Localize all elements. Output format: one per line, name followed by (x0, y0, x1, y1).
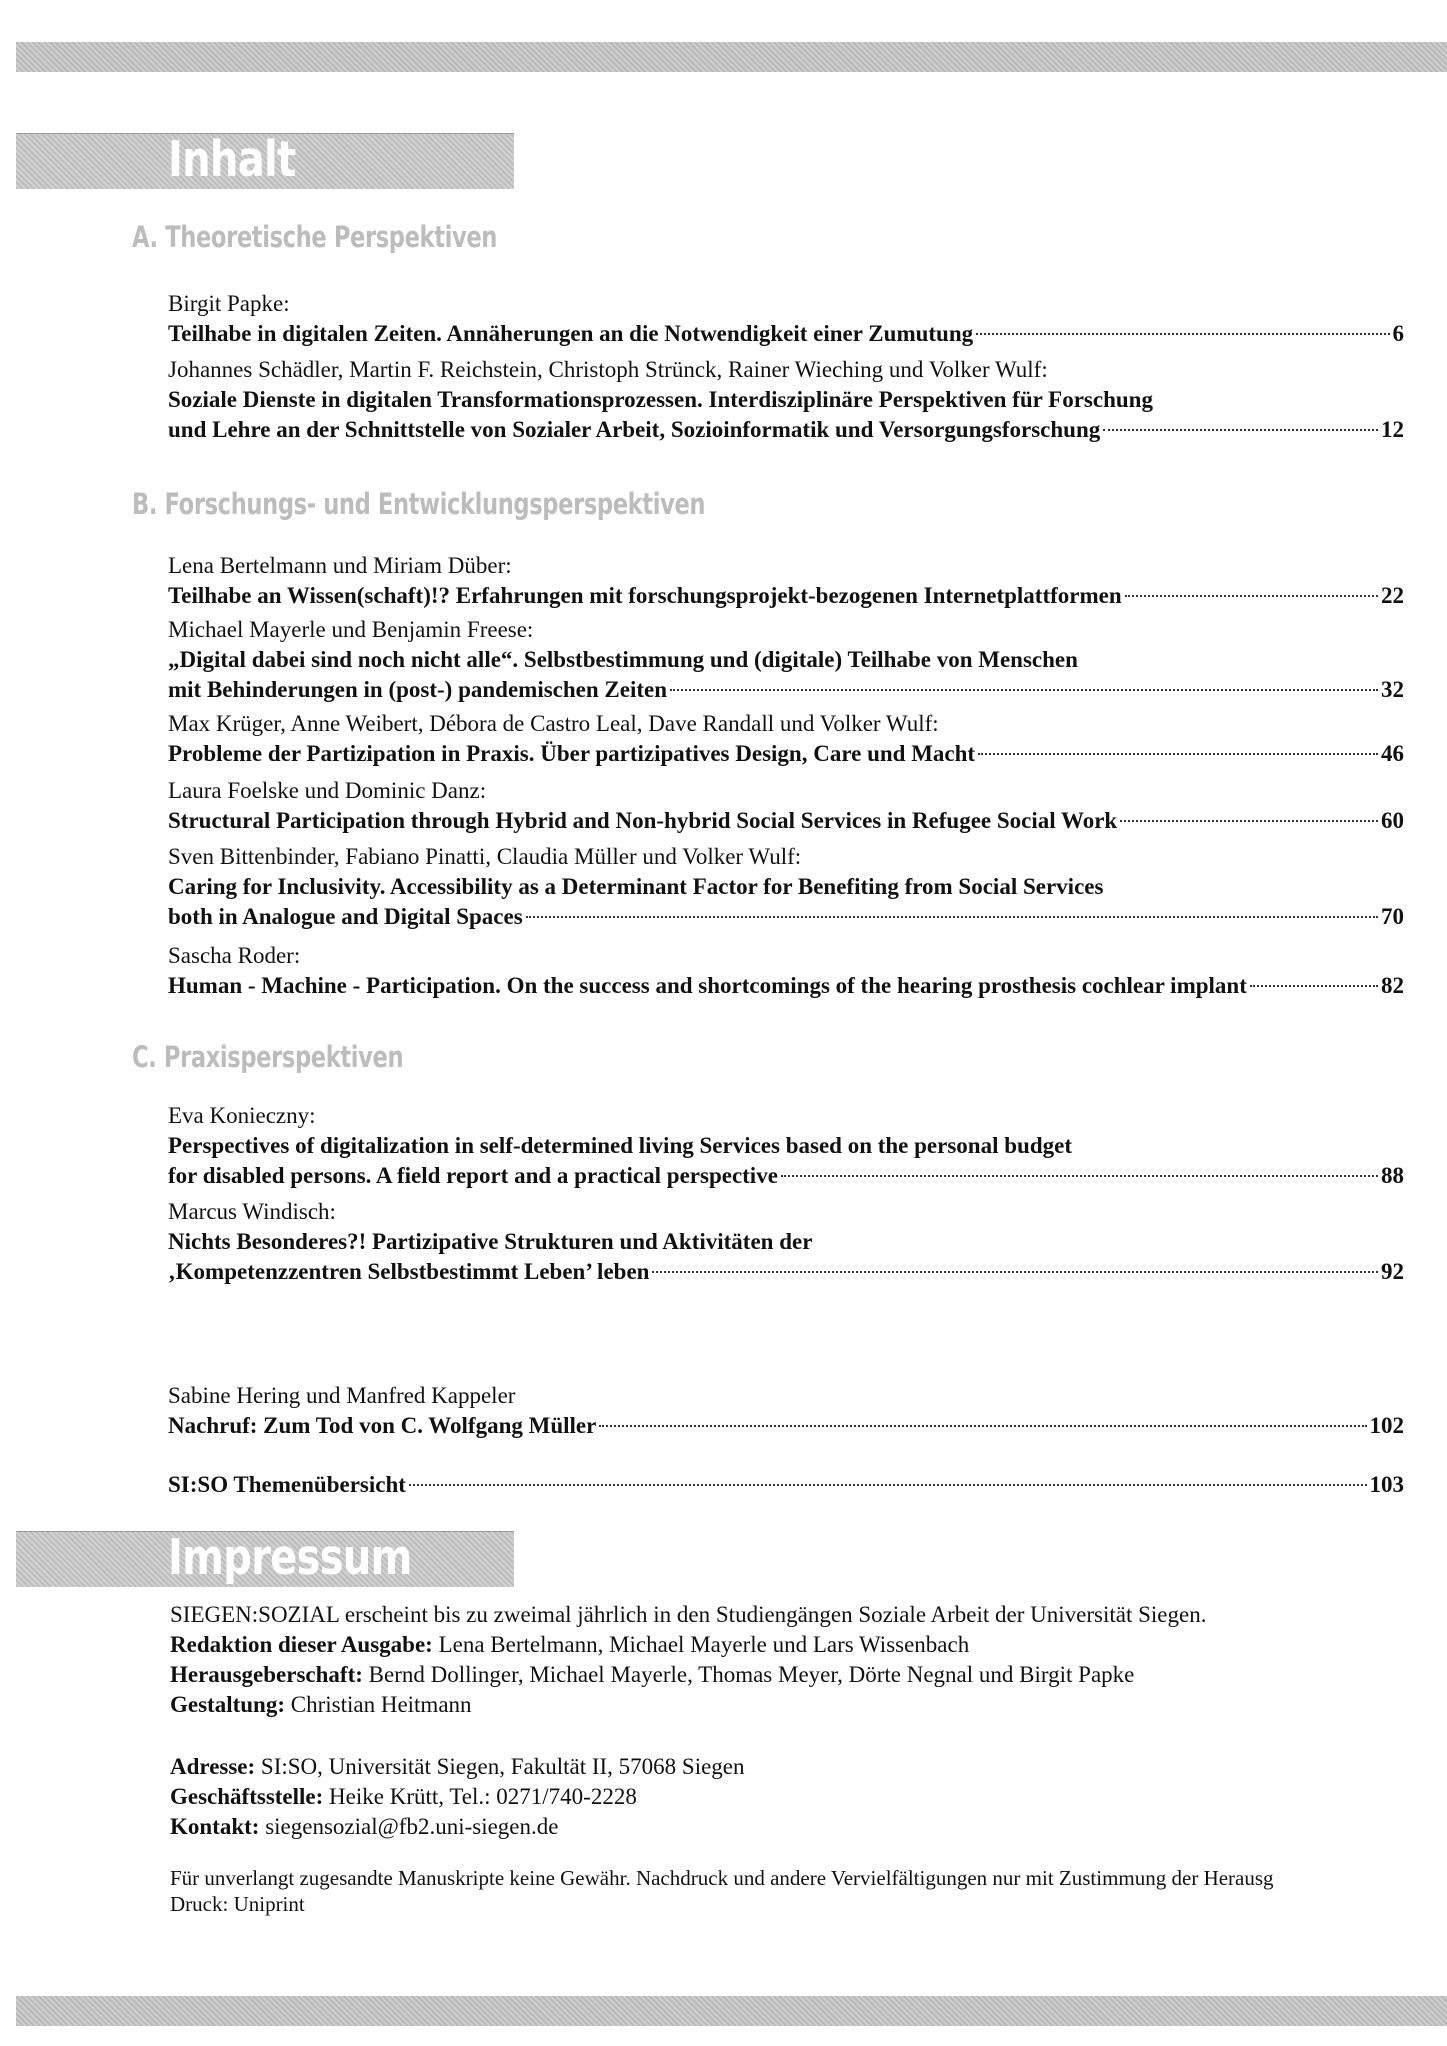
entry-title: und Lehre an der Schnittstelle von Sozialer Arbeit, Sozioinformatik und Versorgungsforschung (168, 417, 1101, 442)
entry-title-line[interactable] (168, 319, 1404, 349)
entry-page: 102 (1369, 1413, 1404, 1438)
entry-title-line[interactable] (168, 971, 1404, 1001)
entry-title-line[interactable] (168, 675, 1404, 705)
entry-page: 92 (1381, 1259, 1404, 1284)
impressum-kontakt (170, 1812, 558, 1842)
section-heading-b: B. Forschungs- und Entwicklungsperspektiven (132, 487, 706, 521)
impressum-gestaltung (170, 1690, 472, 1720)
leader-dots (1250, 985, 1378, 987)
entry-title-line[interactable] (168, 902, 1404, 932)
herausgeber-label: Herausgeberschaft: (170, 1662, 363, 1687)
leader-dots (978, 753, 1378, 755)
entry-title-line[interactable] (168, 415, 1404, 445)
entry-title: SI:SO Themenübersicht (168, 1472, 406, 1497)
entry-title[interactable]: Caring for Inclusivity. Accessibility as a Determinant Factor for Benefiting from Social Services (168, 874, 1104, 899)
entry-authors: Max Krüger, Anne Weibert, Débora de Castro Leal, Dave Randall und Volker Wulf: (168, 711, 939, 736)
impressum-heading-box (16, 1531, 514, 1587)
entry-page: 32 (1381, 677, 1404, 702)
entry-title-line[interactable] (168, 1161, 1404, 1191)
entry-authors: Michael Mayerle und Benjamin Freese: (168, 617, 534, 642)
entry-authors: Sascha Roder: (168, 943, 301, 968)
leader-dots (1125, 595, 1378, 597)
kontakt-label: Kontakt: (170, 1814, 260, 1839)
impressum-disclaimer: Für unverlangt zugesandte Manuskripte keine Gewähr. Nachdruck und andere Vervielfältigungen nur mit Zustimmung der Herausg (170, 1866, 1274, 1890)
entry-title-line[interactable] (168, 581, 1404, 611)
geschaeft-value: Heike Krütt, Tel.: 0271/740-2228 (329, 1784, 637, 1809)
redaktion-label: Redaktion dieser Ausgabe: (170, 1632, 433, 1657)
entry-title[interactable]: Soziale Dienste in digitalen Transformationsprozessen. Interdisziplinäre Perspektiven für Forschung (168, 387, 1153, 412)
impressum-intro: SIEGEN:SOZIAL erscheint bis zu zweimal jährlich in den Studiengängen Soziale Arbeit der Universität Siegen. (170, 1602, 1207, 1627)
entry-title: for disabled persons. A field report and a practical perspective (168, 1163, 778, 1188)
entry-authors: Sven Bittenbinder, Fabiano Pinatti, Claudia Müller und Volker Wulf: (168, 844, 802, 869)
impressum-herausgeber (170, 1660, 1134, 1690)
entry-title-line[interactable] (168, 1257, 1404, 1287)
entry-title: mit Behinderungen in (post-) pandemischen Zeiten (168, 677, 668, 702)
entry-page: 82 (1381, 973, 1404, 998)
entry-authors: Birgit Papke: (168, 291, 290, 316)
entry-page: 46 (1381, 741, 1404, 766)
entry-title: Human - Machine - Participation. On the success and shortcomings of the hearing prosthesis cochlear implant (168, 973, 1247, 998)
impressum-druck: Druck: Uniprint (170, 1892, 305, 1916)
entry-title: Teilhabe in digitalen Zeiten. Annäherungen an die Notwendigkeit einer Zumutung (168, 321, 974, 346)
entry-page: 12 (1381, 417, 1404, 442)
entry-title[interactable]: „Digital dabei sind noch nicht alle“. Selbstbestimmung und (digitale) Teilhabe von Menschen (168, 647, 1078, 672)
entry-title-line[interactable] (168, 1470, 1404, 1500)
entry-title-line[interactable] (168, 739, 1404, 769)
top-decorative-band (16, 42, 1447, 72)
adresse-label: Adresse: (170, 1754, 256, 1779)
entry-title: ‚Kompetenzzentren Selbstbestimmt Leben’ leben (168, 1259, 650, 1284)
kontakt-value[interactable]: siegensozial@fb2.uni-siegen.de (265, 1814, 559, 1839)
entry-authors: Sabine Hering und Manfred Kappeler (168, 1383, 516, 1408)
impressum-redaktion (170, 1630, 969, 1660)
entry-title-line[interactable] (168, 806, 1404, 836)
entry-title: Probleme der Partizipation in Praxis. Über partizipatives Design, Care und Macht (168, 741, 976, 766)
entry-title: Structural Participation through Hybrid and Non-hybrid Social Services in Refugee Social Work (168, 808, 1118, 833)
entry-authors: Eva Konieczny: (168, 1103, 316, 1128)
entry-page: 60 (1381, 808, 1404, 833)
leader-dots (670, 689, 1378, 691)
inhalt-heading: Inhalt (168, 131, 296, 188)
herausgeber-value: Bernd Dollinger, Michael Mayerle, Thomas Meyer, Dörte Negnal und Birgit Papke (368, 1662, 1135, 1687)
section-heading-c: C. Praxisperspektiven (132, 1040, 404, 1074)
entry-title[interactable]: Perspectives of digitalization in self-determined living Services based on the personal budget (168, 1133, 1072, 1158)
leader-dots (976, 333, 1389, 335)
impressum-adresse (170, 1752, 745, 1782)
entry-page: 103 (1369, 1472, 1404, 1497)
gestaltung-label: Gestaltung: (170, 1692, 285, 1717)
impressum-geschaeftsstelle (170, 1782, 637, 1812)
entry-title: Nachruf: Zum Tod von C. Wolfgang Müller (168, 1413, 597, 1438)
entry-authors: Marcus Windisch: (168, 1199, 336, 1224)
entry-authors: Johannes Schädler, Martin F. Reichstein, Christoph Strünck, Rainer Wieching und Volker Wulf: (168, 357, 1048, 382)
entry-title[interactable]: Nichts Besonderes?! Partizipative Strukturen und Aktivitäten der (168, 1229, 813, 1254)
entry-authors: Lena Bertelmann und Miriam Düber: (168, 553, 512, 578)
entry-page: 88 (1381, 1163, 1404, 1188)
impressum-heading: Impressum (168, 1529, 412, 1586)
entry-authors: Laura Foelske und Dominic Danz: (168, 778, 487, 803)
entry-page: 70 (1381, 904, 1404, 929)
leader-dots (409, 1484, 1367, 1486)
inhalt-heading-box (16, 133, 514, 189)
gestaltung-value: Christian Heitmann (290, 1692, 472, 1717)
entry-page: 6 (1392, 321, 1404, 346)
leader-dots (652, 1271, 1378, 1273)
leader-dots (1120, 820, 1378, 822)
entry-title-line[interactable] (168, 1411, 1404, 1441)
leader-dots (781, 1175, 1378, 1177)
leader-dots (1103, 429, 1378, 431)
entry-title: both in Analogue and Digital Spaces (168, 904, 523, 929)
leader-dots (599, 1425, 1366, 1427)
adresse-value: SI:SO, Universität Siegen, Fakultät II, 57068 Siegen (260, 1754, 745, 1779)
geschaeft-label: Geschäftsstelle: (170, 1784, 324, 1809)
leader-dots (526, 916, 1378, 918)
redaktion-value: Lena Bertelmann, Michael Mayerle und Lars Wissenbach (438, 1632, 970, 1657)
bottom-decorative-band (16, 1996, 1447, 2026)
entry-title: Teilhabe an Wissen(schaft)!? Erfahrungen mit forschungsprojekt-bezogenen Internetplattformen (168, 583, 1122, 608)
section-heading-a: A. Theoretische Perspektiven (132, 220, 498, 254)
entry-page: 22 (1381, 583, 1404, 608)
